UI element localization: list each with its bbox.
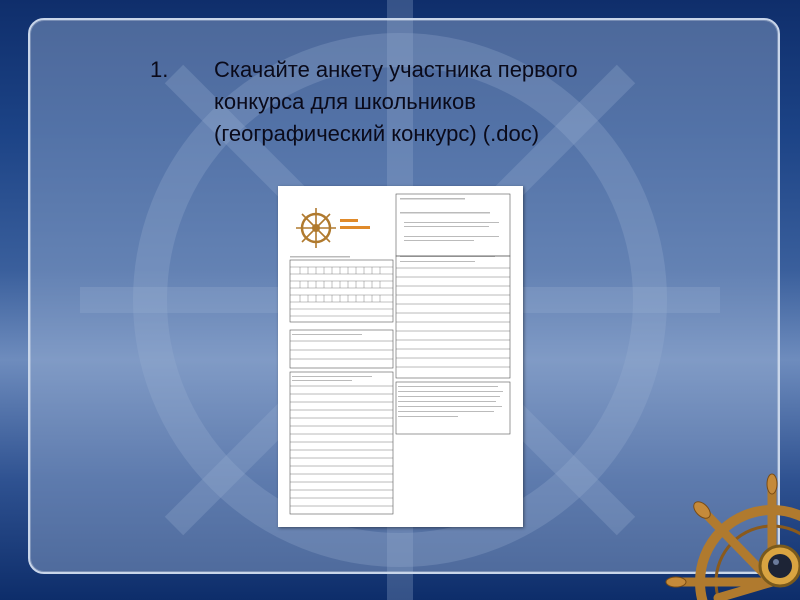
instruction-text: Скачайте анкету участника первого конкурса для школьников (географический конкурс) (.doc) [214,57,578,146]
ship-helm-icon [662,470,800,600]
list-item [150,54,620,150]
list-number: 1. [150,57,169,82]
small-ship-wheel-icon [296,208,336,248]
questionnaire-form-lines [278,186,523,527]
